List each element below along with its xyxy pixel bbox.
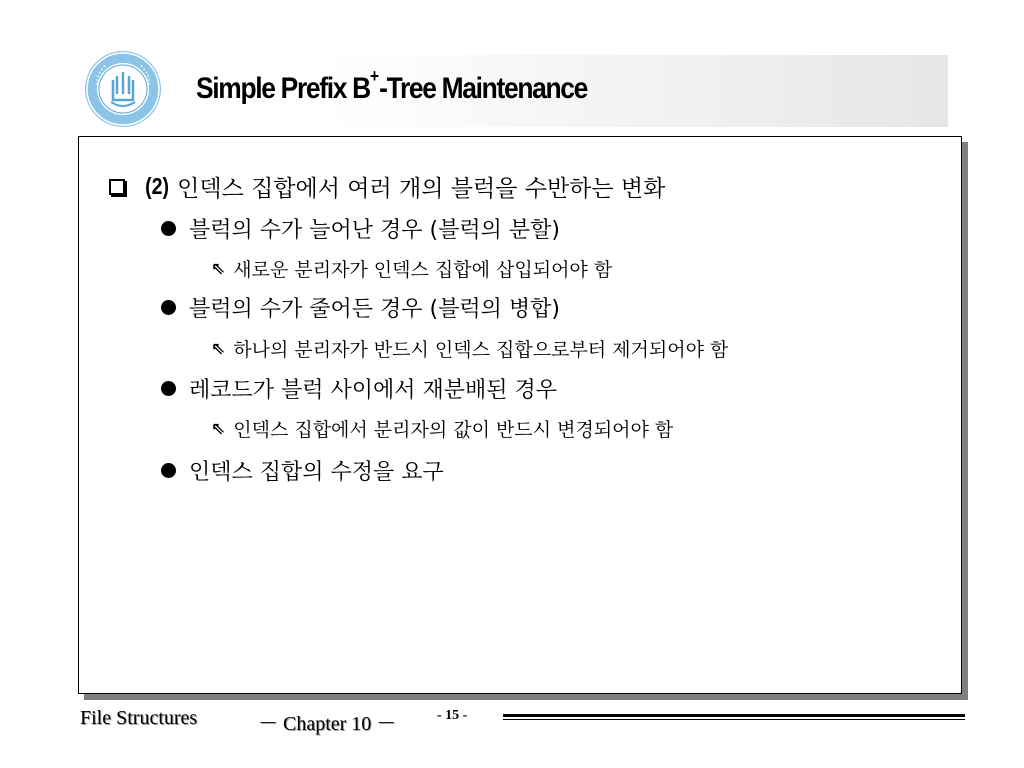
footer-rule [503,714,965,717]
arrow-bullet-icon: ⇖ [211,418,226,439]
bullet-text: 블럭의 수가 줄어든 경우 (블럭의 병합) [189,297,560,322]
bullet-dot-icon [161,300,176,315]
heading-item [109,170,665,203]
heading-text: 인덱스 집합에서 여러 개의 블럭을 수반하는 변화 [177,176,666,202]
title-superscript: + [369,66,380,86]
sub-bullet-text: 인덱스 집합에서 분리자의 값이 반드시 변경되어야 함 [233,419,674,441]
slide-title: Simple Prefix B+-Tree Maintenance [196,66,588,105]
arrow-bullet-icon: ⇖ [211,338,226,359]
university-logo [84,50,162,128]
sub-bullet-text: 새로운 분리자가 인덱스 집합에 삽입되어야 함 [233,259,613,281]
bullet-item [161,213,560,244]
footer-rule-thin [503,719,965,720]
bullet-text: 블럭의 수가 늘어난 경우 (블럭의 분할) [189,218,560,243]
bullet-dot-icon [161,463,176,478]
bullet-text: 레코드가 블럭 사이에서 재분배된 경우 [189,378,558,403]
sub-bullet-item [211,255,612,282]
bullet-item [161,292,560,323]
content-box [78,136,962,694]
arrow-bullet-icon: ⇖ [211,258,226,279]
bullet-text: 인덱스 집합의 수정을 요구 [189,460,444,485]
footer-chapter: － Chapter 10 － [258,713,397,735]
sub-bullet-item [211,415,673,442]
sub-bullet-item [211,335,728,362]
bullet-item [161,373,557,404]
heading-number: (2) [145,173,170,199]
bullet-dot-icon [161,221,176,236]
bullet-dot-icon [161,381,176,396]
checkbox-bullet-icon [109,179,125,195]
sub-bullet-text: 하나의 분리자가 반드시 인덱스 집합으로부터 제거되어야 함 [233,339,729,361]
footer-page-number: - 15 - [437,708,468,723]
bullet-item [161,455,444,486]
footer-course: File Structures [80,707,198,729]
